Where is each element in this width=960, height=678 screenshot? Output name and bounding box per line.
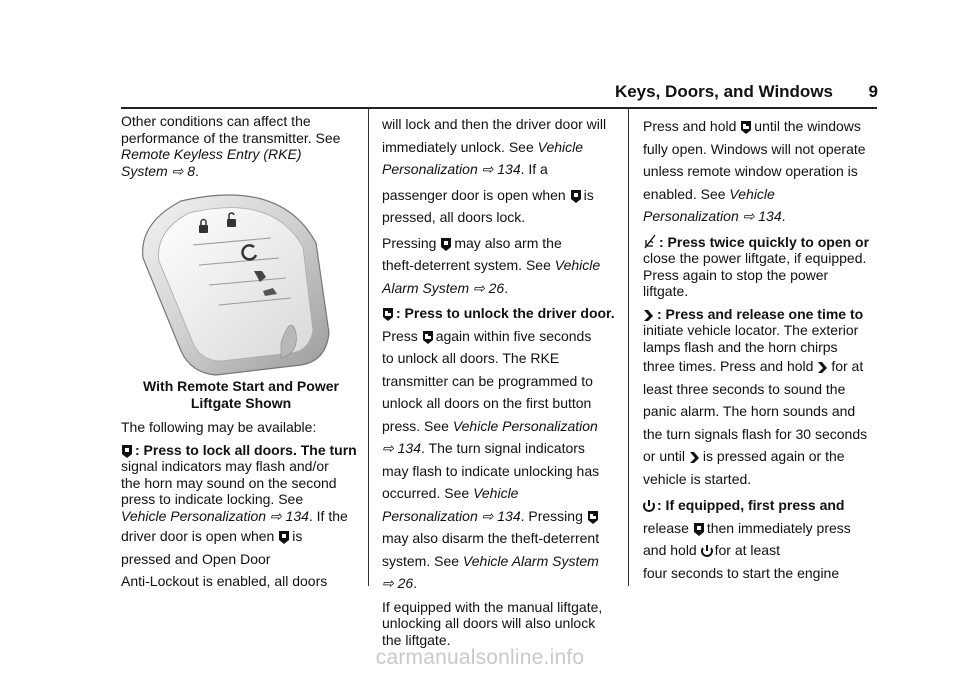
link-vehicle-alarm[interactable]: Alarm System bbox=[382, 279, 470, 296]
text-line: unlock all doors on the first button bbox=[382, 395, 592, 411]
link-vehicle-personalization[interactable]: Vehicle bbox=[473, 485, 519, 501]
key-fob-illustration bbox=[121, 183, 361, 378]
text-line: . If the bbox=[308, 507, 348, 524]
text-line: occurred. See Vehicle bbox=[382, 485, 519, 501]
text-line: the turn signals flash for 30 seconds bbox=[643, 425, 868, 442]
link-vehicle-alarm[interactable]: Vehicle bbox=[554, 257, 601, 273]
liftgate-icon bbox=[643, 234, 657, 250]
text-line: is bbox=[292, 528, 303, 544]
lock-icon bbox=[570, 189, 582, 203]
text-line: : If equipped, first press and bbox=[643, 494, 879, 517]
column-3 bbox=[643, 113, 879, 584]
text-line: system. See Vehicle Alarm System bbox=[382, 552, 599, 569]
text-line: theft-deterrent system. See Vehicle bbox=[382, 257, 601, 273]
text-line: unless remote window operation is bbox=[643, 163, 858, 179]
text-line: Alarm System ⇨ 26. bbox=[382, 279, 509, 296]
text-line: release then immediately press bbox=[643, 519, 851, 536]
text-line: Personalization ⇨ 134. If a bbox=[382, 161, 548, 177]
page-ref[interactable]: ⇨ 134 bbox=[481, 161, 521, 177]
text-line: Press and hold until the windows bbox=[643, 118, 861, 134]
text-line: pressed and Open Door bbox=[121, 550, 271, 567]
text-line: or until is pressed again or the bbox=[643, 448, 845, 464]
link-vehicle-personalization[interactable]: Personalization bbox=[643, 208, 739, 224]
text-line: pressed, all doors lock. bbox=[382, 209, 526, 225]
text-line: ⇨ 26. bbox=[382, 575, 418, 591]
unlock-icon bbox=[740, 120, 752, 134]
text-line: passenger door is open when is bbox=[382, 186, 594, 203]
column-2 bbox=[382, 113, 618, 648]
lock-icon bbox=[693, 522, 705, 536]
lock-icon bbox=[278, 530, 290, 544]
text-line: three times. Press and hold for at bbox=[643, 358, 864, 374]
text-line: Personalization ⇨ 134. bbox=[643, 208, 786, 224]
link-vehicle-personalization[interactable]: Vehicle bbox=[537, 138, 584, 155]
page-number: 9 bbox=[868, 82, 878, 101]
paragraph-liftgate: : Press twice quickly to open or close the power liftgate, if equipped. Press again to stop the power liftgate. bbox=[643, 233, 870, 299]
link-vehicle-alarm[interactable]: Vehicle Alarm System bbox=[462, 552, 599, 569]
text-line: enabled. See Vehicle bbox=[643, 185, 775, 202]
page-ref[interactable]: ⇨ 26 bbox=[382, 575, 414, 591]
text-line: Other conditions can affect the bbox=[121, 113, 311, 129]
section-title: Keys, Doors, and Windows bbox=[614, 82, 833, 101]
text-line: may flash to indicate unlocking has bbox=[382, 462, 600, 479]
column-divider-2 bbox=[628, 109, 629, 586]
caption-line: With Remote Start and Power bbox=[143, 378, 339, 394]
column-1 bbox=[121, 113, 361, 590]
paragraph-panic: : Press and release one time to initiate vehicle locator. The exterior lamps flash and the horn chirps bbox=[643, 305, 864, 355]
vehicle-locator-panic-icon bbox=[817, 360, 829, 374]
link-vehicle-personalization[interactable]: Vehicle bbox=[729, 185, 775, 202]
column-divider-1 bbox=[368, 109, 369, 586]
page-ref[interactable]: ⇨ 8 bbox=[171, 162, 195, 179]
link-rke-system[interactable]: Remote Keyless Entry (RKE) bbox=[121, 146, 302, 162]
unlock-icon bbox=[587, 510, 599, 524]
text-line: Press again within five seconds bbox=[382, 327, 592, 344]
text-line: : Press to lock all doors. The turn bbox=[135, 441, 357, 458]
vehicle-locator-panic-icon bbox=[643, 308, 655, 322]
header-rule bbox=[121, 107, 877, 109]
text-line: performance of the transmitter. See bbox=[121, 129, 341, 146]
page-ref[interactable]: ⇨ 134 bbox=[269, 507, 309, 524]
text-line: to unlock all doors. The RKE bbox=[382, 350, 560, 366]
text-line: press to indicate locking. See bbox=[121, 491, 304, 507]
text-line: four seconds to start the engine bbox=[643, 564, 840, 581]
available-intro: The following may be available: bbox=[121, 419, 317, 435]
text-line: Personalization ⇨ 134. Pressing bbox=[382, 505, 618, 528]
link-rke-system-cont[interactable]: System bbox=[121, 162, 168, 179]
text-line: Pressing may also arm the bbox=[382, 234, 562, 251]
text-line: transmitter can be programmed to bbox=[382, 372, 593, 389]
text-line: panic alarm. The horn sounds and bbox=[643, 403, 856, 419]
text-line: will lock and then the driver door will bbox=[382, 116, 607, 132]
page-ref[interactable]: ⇨ 134 bbox=[382, 440, 421, 456]
text-line: Anti-Lockout is enabled, all doors bbox=[121, 573, 328, 589]
link-vehicle-personalization[interactable]: Personalization bbox=[382, 161, 478, 177]
text-line: signal indicators may flash and/or bbox=[121, 458, 329, 474]
page-ref[interactable]: ⇨ 26 bbox=[473, 279, 505, 296]
link-vehicle-personalization[interactable]: Vehicle Personalization bbox=[121, 507, 267, 524]
link-vehicle-personalization[interactable]: Vehicle Personalization bbox=[452, 417, 598, 434]
text-line: least three seconds to sound the bbox=[643, 380, 846, 397]
watermark: carmanualsonline.info bbox=[375, 646, 585, 669]
remote-start-icon bbox=[643, 499, 655, 513]
lock-icon bbox=[121, 444, 133, 458]
text-line: may also disarm the theft-deterrent bbox=[382, 530, 600, 546]
text-line: and hold for at least bbox=[643, 542, 780, 558]
text-line: immediately unlock. See Vehicle bbox=[382, 138, 584, 155]
paragraph-manual-liftgate: If equipped with the manual liftgate, unlocking all doors will also unlock the liftgate. bbox=[382, 598, 603, 648]
remote-start-icon bbox=[701, 544, 713, 558]
text-line: driver door is open when bbox=[121, 528, 275, 544]
paragraph-conditions: Other conditions can affect the performance of the transmitter. See Remote Keyless Entry (RKE) System ⇨ 8. bbox=[121, 113, 341, 179]
text-line: press. See Vehicle Personalization bbox=[382, 417, 598, 434]
figure-caption bbox=[121, 378, 361, 411]
unlock-icon bbox=[382, 307, 394, 321]
page-ref[interactable]: ⇨ 134 bbox=[742, 208, 782, 224]
text-line: vehicle is started. bbox=[643, 470, 752, 487]
text-line: fully open. Windows will not operate bbox=[643, 140, 866, 157]
unlock-icon bbox=[422, 330, 434, 344]
text-line: the horn may sound on the second bbox=[121, 474, 337, 491]
paragraph-lock-cont bbox=[121, 528, 361, 545]
page-ref[interactable]: ⇨ 134 bbox=[481, 507, 521, 524]
link-vehicle-personalization[interactable]: Personalization bbox=[382, 507, 478, 524]
text-line: ⇨ 134. The turn signal indicators bbox=[382, 440, 585, 456]
caption-line: Liftgate Shown bbox=[190, 394, 292, 411]
paragraph-lock bbox=[121, 442, 361, 525]
lock-icon bbox=[440, 237, 452, 251]
vehicle-locator-panic-icon bbox=[689, 450, 701, 464]
text-line: : Press to unlock the driver door. bbox=[382, 302, 618, 325]
